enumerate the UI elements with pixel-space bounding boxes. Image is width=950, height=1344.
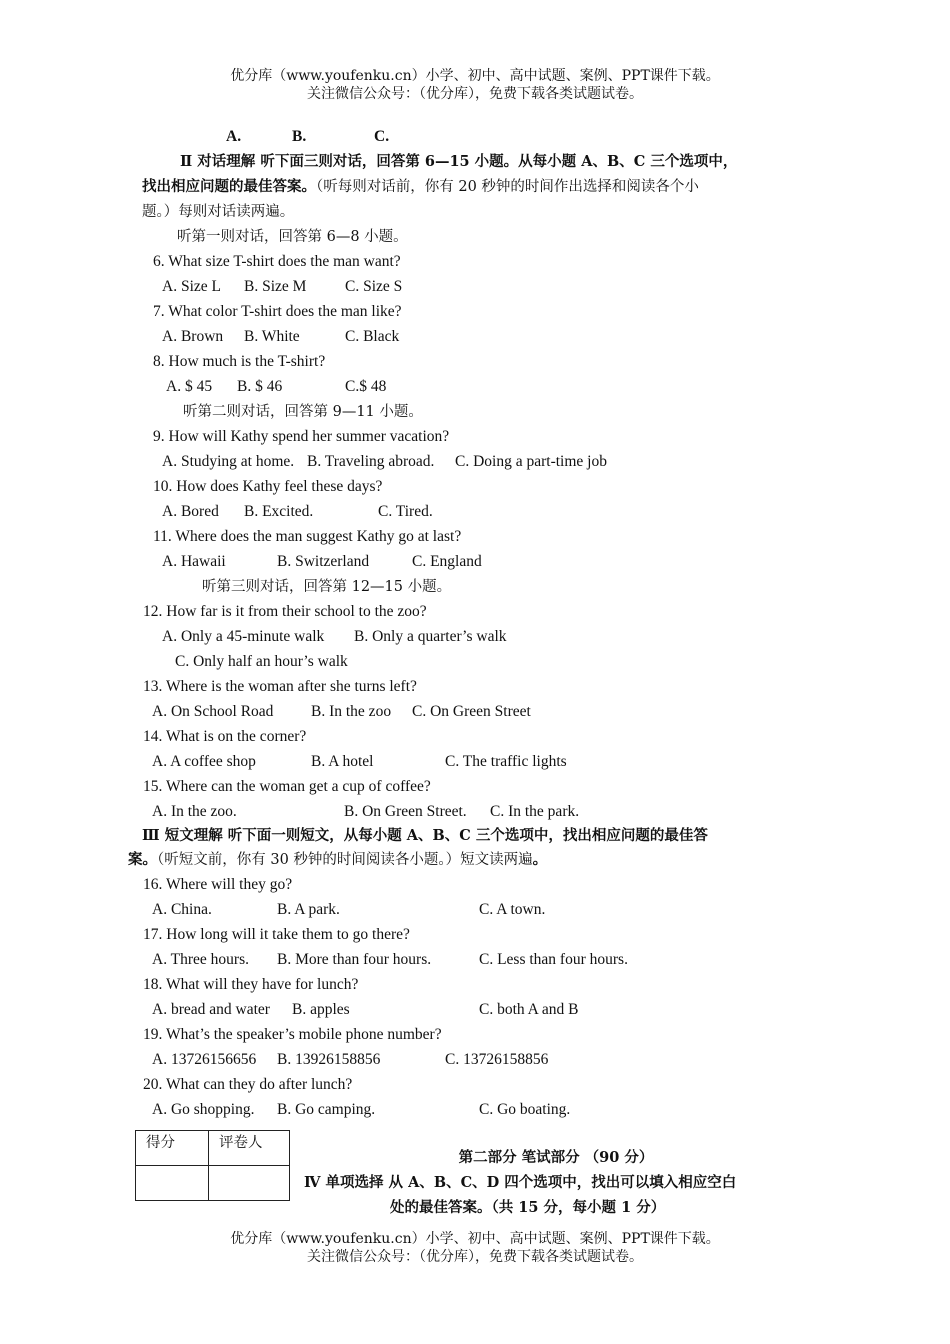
reviewer-cell <box>209 1166 290 1201</box>
q14-option-c: C. The traffic lights <box>445 753 567 770</box>
q11-option-b: B. Switzerland <box>277 553 370 570</box>
q18-option-b: B. apples <box>292 1001 350 1018</box>
dialog2-label: 听第二则对话，回答第 9—11 小题。 <box>183 404 423 420</box>
q8-option-a: A. $ 45 <box>166 378 213 395</box>
section2-instructions <box>142 177 699 197</box>
q9-option-c: C. Doing a part-time job <box>455 453 607 470</box>
section3-instr-bold-b: 。 <box>532 851 548 868</box>
q16-option-b: B. A park. <box>277 901 340 918</box>
part2-title: 第二部分 笔试部分 （90 分） <box>458 1149 654 1166</box>
section3-instr-normal: （听短文前，你有 30 秒钟的时间阅读各小题。）短文读两遍 <box>157 852 533 868</box>
q20-option-a: A. Go shopping. <box>152 1101 255 1118</box>
section2-instr-normal: （听每则对话前，你有 20 秒钟的时间作出选择和阅读各个小 <box>316 179 699 195</box>
q14-option-a: A. A coffee shop <box>152 753 256 770</box>
q6-stem: 6. What size T-shirt does the man want? <box>153 253 401 270</box>
section2-heading: Ⅱ 对话理解 听下面三则对话，回答第 6—15 小题。从每小题 A、B、C 三个选项中， <box>180 153 738 170</box>
q16-option-c: C. A town. <box>479 901 546 918</box>
section4-instructions: 处的最佳答案。（共 15 分，每小题 1 分） <box>390 1199 666 1216</box>
q10-option-a: A. Bored <box>162 503 219 520</box>
pic-option-a: A. <box>226 128 242 145</box>
q11-option-a: A. Hawaii <box>162 553 226 570</box>
q13-option-a: A. On School Road <box>152 703 274 720</box>
page-header <box>0 67 950 103</box>
q14-option-b: B. A hotel <box>311 753 374 770</box>
q18-option-c: C. both A and B <box>479 1001 579 1018</box>
section3-instructions <box>128 850 547 870</box>
q7-option-c: C. Black <box>345 328 400 345</box>
footer-line-1: 优分库（www.youfenku.cn）小学、初中、高中试题、案例、PPT课件下载。 <box>230 1231 720 1247</box>
dialog3-label: 听第三则对话，回答第 12—15 小题。 <box>202 579 452 595</box>
q12-option-c: C. Only half an hour’s walk <box>175 653 348 670</box>
q20-stem: 20. What can they do after lunch? <box>143 1076 353 1093</box>
q12-option-b: B. Only a quarter’s walk <box>354 628 507 645</box>
q12-stem: 12. How far is it from their school to the zoo? <box>143 603 427 620</box>
q16-option-a: A. China. <box>152 901 212 918</box>
reviewer-header: 评卷人 <box>209 1131 290 1166</box>
q6-option-b: B. Size M <box>244 278 307 295</box>
q9-option-b: B. Traveling abroad. <box>307 453 435 470</box>
q10-stem: 10. How does Kathy feel these days? <box>153 478 383 495</box>
q10-option-b: B. Excited. <box>244 503 314 520</box>
q17-option-a: A. Three hours. <box>152 951 249 968</box>
q19-option-c: C. 13726158856 <box>445 1051 549 1068</box>
q19-option-a: A. 13726156656 <box>152 1051 257 1068</box>
score-table <box>135 1130 290 1201</box>
dialog1-label: 听第一则对话，回答第 6—8 小题。 <box>177 229 408 245</box>
q14-stem: 14. What is on the corner? <box>143 728 307 745</box>
q19-stem: 19. What’s the speaker’s mobile phone number? <box>143 1026 442 1043</box>
q13-option-b: B. In the zoo <box>311 703 392 720</box>
section3-heading: Ⅲ 短文理解 听下面一则短文，从每小题 A、B、C 三个选项中，找出相应问题的最佳答 <box>142 827 708 844</box>
score-header: 得分 <box>136 1131 209 1166</box>
q6-option-c: C. Size S <box>345 278 403 295</box>
section4-heading: Ⅳ 单项选择 从 A、B、C、D 四个选项中，找出可以填入相应空白 <box>304 1174 737 1191</box>
score-cell <box>136 1166 209 1201</box>
q7-stem: 7. What color T-shirt does the man like? <box>153 303 402 320</box>
header-line-2: 关注微信公众号：（优分库），免费下载各类试题试卷。 <box>307 86 643 102</box>
q17-option-c: C. Less than four hours. <box>479 951 628 968</box>
section2-instr-bold: 找出相应问题的最佳答案。 <box>142 178 316 195</box>
pic-option-c: C. <box>374 128 390 145</box>
q13-stem: 13. Where is the woman after she turns left? <box>143 678 417 695</box>
q12-option-a: A. Only a 45-minute walk <box>162 628 325 645</box>
q17-stem: 17. How long will it take them to go there? <box>143 926 410 943</box>
header-line-1: 优分库（www.youfenku.cn）小学、初中、高中试题、案例、PPT课件下载。 <box>230 68 720 84</box>
q15-option-a: A. In the zoo. <box>152 803 237 820</box>
q8-stem: 8. How much is the T-shirt? <box>153 353 326 370</box>
q9-option-a: A. Studying at home. <box>162 453 295 470</box>
footer-line-2: 关注微信公众号：（优分库），免费下载各类试题试卷。 <box>307 1249 643 1265</box>
q11-stem: 11. Where does the man suggest Kathy go at last? <box>153 528 462 545</box>
q15-stem: 15. Where can the woman get a cup of coffee? <box>143 778 431 795</box>
q18-option-a: A. bread and water <box>152 1001 270 1018</box>
q8-option-c: C.$ 48 <box>345 378 387 395</box>
pic-option-b: B. <box>292 128 307 145</box>
page-footer <box>0 1230 950 1266</box>
q6-option-a: A. Size L <box>162 278 221 295</box>
q7-option-a: A. Brown <box>162 328 224 345</box>
q15-option-c: C. In the park. <box>490 803 580 820</box>
q20-option-b: B. Go camping. <box>277 1101 376 1118</box>
section3-instr-bold-a: 案。 <box>128 851 157 868</box>
q13-option-c: C. On Green Street <box>412 703 531 720</box>
q8-option-b: B. $ 46 <box>237 378 283 395</box>
q18-stem: 18. What will they have for lunch? <box>143 976 359 993</box>
q20-option-c: C. Go boating. <box>479 1101 571 1118</box>
q7-option-b: B. White <box>244 328 300 345</box>
q17-option-b: B. More than four hours. <box>277 951 432 968</box>
q15-option-b: B. On Green Street. <box>344 803 467 820</box>
section2-note: 题。）每则对话读两遍。 <box>142 204 295 220</box>
q16-stem: 16. Where will they go? <box>143 876 293 893</box>
q19-option-b: B. 13926158856 <box>277 1051 381 1068</box>
q11-option-c: C. England <box>412 553 482 570</box>
q9-stem: 9. How will Kathy spend her summer vacation? <box>153 428 450 445</box>
q10-option-c: C. Tired. <box>378 503 433 520</box>
